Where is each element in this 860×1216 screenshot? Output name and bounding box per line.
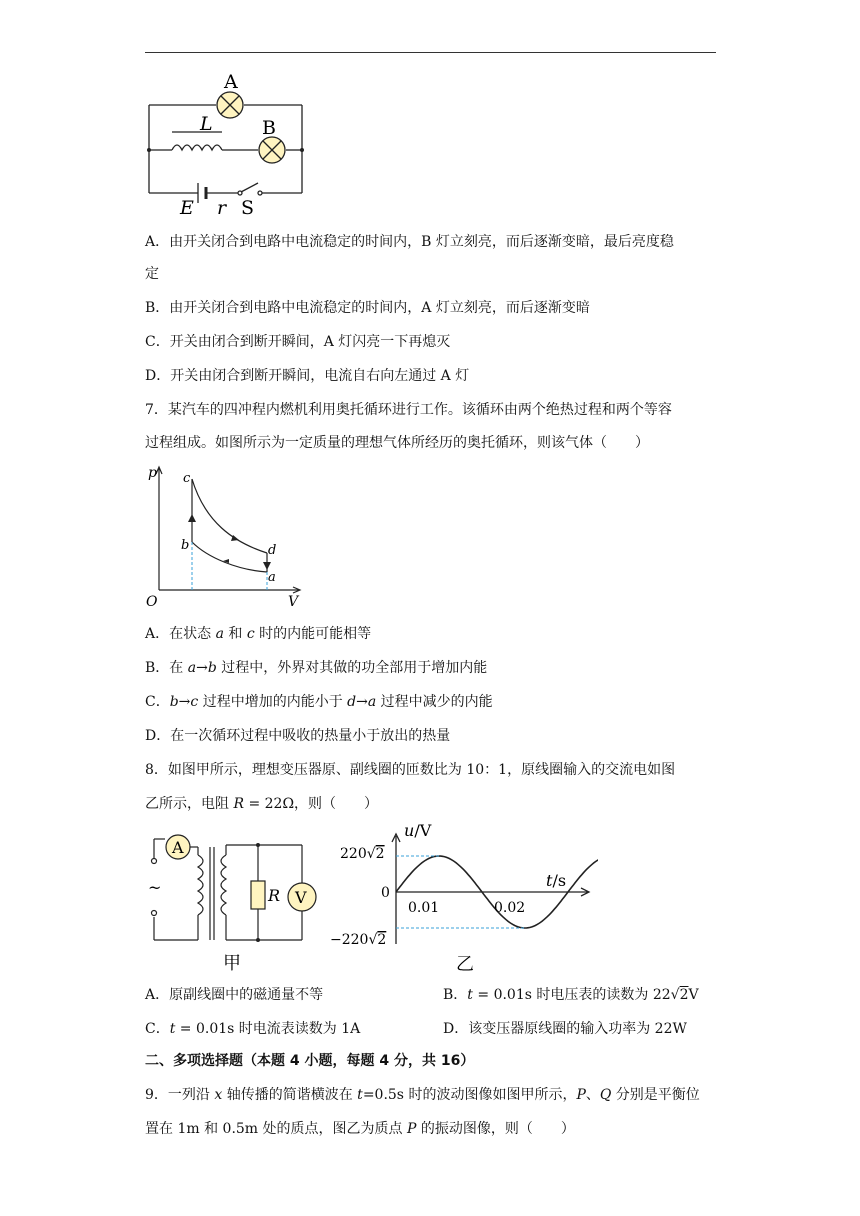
q6-option-a-cont: 定 — [145, 266, 159, 282]
state-c-label: c — [183, 471, 191, 486]
q8-stem-line1: 8．如图甲所示，理想变压器原、副线圈的匝数比为 10：1，原线圈输入的交流电如图 — [145, 762, 676, 778]
origin-label: O — [146, 594, 158, 610]
q7-pv-diagram — [143, 462, 308, 612]
figure-yi-caption: 乙 — [456, 954, 474, 975]
p-axis-label: p — [148, 465, 157, 481]
y-axis-label: u/V — [404, 821, 432, 840]
q7-option-d: D．在一次循环过程中吸收的热量小于放出的热量 — [145, 728, 451, 744]
figure-jia-caption: 甲 — [223, 953, 241, 974]
q7-stem-line2: 过程组成。如图所示为一定质量的理想气体所经历的奥托循环，则该气体（ ） — [145, 435, 649, 451]
switch-label: S — [241, 197, 255, 219]
q8-option-b: B．t = 0.01s 时电压表的读数为 22√2V — [443, 987, 699, 1003]
header-rule — [145, 52, 716, 53]
q8-option-c: C．t = 0.01s 时电流表读数为 1A — [145, 1021, 361, 1037]
q8-option-d: D．该变压器原线圈的输入功率为 22W — [443, 1021, 687, 1037]
x-tick-0-01: 0.01 — [408, 900, 440, 916]
q9-stem-line1: 9．一列沿 x 轴传播的简谐横波在 t=0.5s 时的波动图像如图甲所示，P、Q 分别是平衡位 — [145, 1087, 700, 1103]
y-tick-zero: 0 — [381, 885, 390, 901]
q6-option-b: B．由开关闭合到电路中电流稳定的时间内，A 灯立刻亮，而后逐渐变暗 — [145, 300, 590, 316]
state-a-label: a — [268, 570, 276, 585]
state-b-label: b — [181, 538, 190, 553]
ac-source-icon: ~ — [148, 878, 162, 897]
y-tick-max: 220√2 — [340, 846, 385, 862]
lamp-b-label: B — [262, 117, 276, 139]
ammeter-icon: A — [172, 838, 184, 857]
v-axis-label: V — [288, 594, 299, 610]
state-d-label: d — [268, 543, 277, 558]
q6-option-c: C．开关由闭合到断开瞬间，A 灯闪亮一下再熄灭 — [145, 334, 451, 350]
q6-option-a: A．由开关闭合到电路中电流稳定的时间内，B 灯立刻亮，而后逐渐变暗，最后亮度稳 — [145, 234, 674, 250]
q7-option-c: C．b→c 过程中增加的内能小于 d→a 过程中减少的内能 — [145, 694, 493, 710]
section-2-heading: 二、多项选择题（本题 4 小题，每题 4 分，共 16） — [145, 1053, 475, 1069]
resistor-label: R — [268, 886, 281, 905]
resistance-label: r — [217, 197, 227, 219]
q6-circuit-figure — [140, 68, 320, 220]
q7-stem-line1: 7．某汽车的四冲程内燃机利用奥托循环进行工作。该循环由两个绝热过程和两个等容 — [145, 402, 672, 418]
q7-option-a: A．在状态 a 和 c 时的内能可能相等 — [145, 626, 372, 642]
q8-option-a: A．原副线圈中的磁通量不等 — [145, 987, 324, 1003]
q8-stem-line2: 乙所示，电阻 R = 22Ω，则（ ） — [145, 796, 379, 812]
q9-stem-line2: 置在 1m 和 0.5m 处的质点，图乙为质点 P 的振动图像，则（ ） — [145, 1121, 575, 1137]
q8-transformer-circuit — [140, 825, 330, 975]
x-tick-0-02: 0.02 — [494, 900, 526, 916]
inductor-label: L — [200, 113, 213, 135]
y-tick-min: −220√2 — [330, 932, 387, 948]
q8-voltage-time-chart — [318, 820, 598, 980]
lamp-a-label: A — [224, 71, 238, 93]
q6-option-d: D．开关由闭合到断开瞬间，电流自右向左通过 A 灯 — [145, 368, 470, 384]
q7-option-b: B．在 a→b 过程中，外界对其做的功全部用于增加内能 — [145, 660, 488, 676]
voltmeter-icon: V — [295, 888, 307, 907]
emf-label: E — [180, 197, 194, 219]
x-axis-label: t/s — [546, 871, 567, 890]
